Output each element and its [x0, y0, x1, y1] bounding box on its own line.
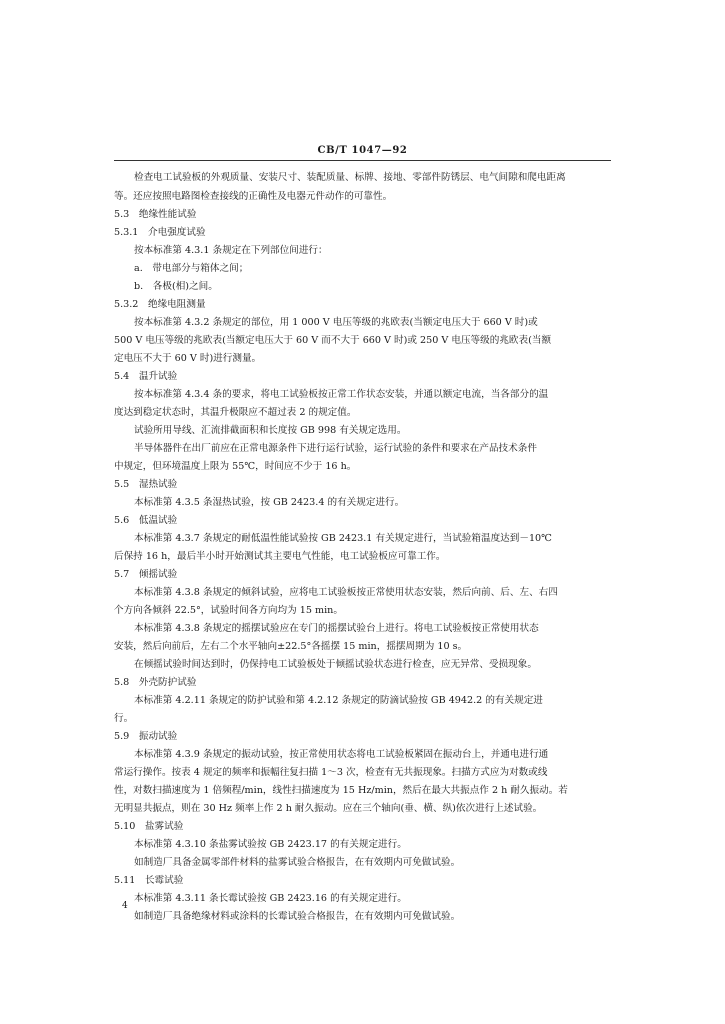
text-line: 500 V 电压等级的兆欧表(当额定电压大于 60 V 而不大于 660 V 时)或 250 V 电压等级的兆欧表(当额	[114, 335, 552, 346]
document-code-header: CB/T 1047—92	[317, 145, 408, 156]
text-line: 定电压不大于 60 V 时)进行测量。	[114, 353, 262, 364]
section-heading: 5.11 长霉试验	[114, 875, 184, 886]
section-heading: 5.3.2 绝缘电阻测量	[114, 299, 206, 310]
text-line: 行。	[114, 713, 134, 724]
section-heading: 5.6 低温试验	[114, 515, 178, 526]
text-line: 在倾摇试验时间达到时，仍保持电工试验板处于倾摇试验状态进行检查，应无异常、受损现象。	[134, 659, 537, 670]
text-line: 按本标准第 4.3.2 条规定的部位，用 1 000 V 电压等级的兆欧表(当额定电压大于 660 V 时)或	[134, 317, 538, 328]
text-line: 等。还应按照电路图检查接线的正确性及电器元件动作的可靠性。	[114, 191, 393, 202]
text-line: 常运行操作。按表 4 规定的频率和振幅往复扫描 1～3 次，检查有无共振现象。扫描方式应为对数或线	[114, 767, 548, 778]
text-line: 本标准第 4.3.9 条规定的振动试验，按正常使用状态将电工试验板紧固在振动台上，并通电进行通	[134, 749, 549, 760]
header-rule	[114, 160, 611, 161]
text-line: 本标准第 4.2.11 条规定的防护试验和第 4.2.12 条规定的防滴试验按 GB 4942.2 的有关规定进	[134, 695, 543, 706]
text-line: 后保持 16 h，最后半小时开始测试其主要电气性能，电工试验板应可靠工作。	[114, 551, 446, 562]
text-line: 中规定，但环境温度上限为 55℃，时间应不少于 16 h。	[114, 461, 357, 472]
text-line: 半导体器件在出厂前应在正常电源条件下进行运行试验，运行试验的条件和要求在产品技术条件	[134, 443, 537, 454]
section-heading: 5.8 外壳防护试验	[114, 677, 197, 688]
text-line: 试验所用导线、汇流排截面积和长度按 GB 998 有关规定选用。	[134, 425, 407, 436]
page-number: 4	[122, 901, 128, 911]
text-line: 安装，然后向前后，左右二个水平轴向±22.5°各摇摆 15 min，摇摆周期为 10 s。	[114, 641, 468, 652]
section-heading: 5.3.1 介电强度试验	[114, 227, 206, 238]
text-line: 如制造厂具备金属零部件材料的盐雾试验合格报告，在有效期内可免做试验。	[134, 857, 461, 868]
text-line: 无明显共振点，则在 30 Hz 频率上作 2 h 耐久振动。应在三个轴向(垂、横、纵)依次进行上述试验。	[114, 803, 543, 814]
text-line: 本标准第 4.3.11 条长霉试验按 GB 2423.16 的有关规定进行。	[134, 893, 407, 904]
text-line: 个方向各倾斜 22.5°，试验时间各方向均为 15 min。	[114, 605, 343, 616]
text-line: 按本标准第 4.3.4 条的要求，将电工试验板按正常工作状态安装，并通以额定电流，当各部分的温	[134, 389, 549, 400]
text-line: 度达到稳定状态时，其温升极限应不超过表 2 的规定值。	[114, 407, 357, 418]
section-heading: 5.7 倾摇试验	[114, 569, 178, 580]
text-line: 检查电工试验板的外观质量、安装尺寸、装配质量、标牌、接地、零部件防锈层、电气间隙和爬电距离	[134, 172, 566, 183]
section-heading: 5.3 绝缘性能试验	[114, 209, 197, 220]
text-line: 本标准第 4.3.8 条规定的摇摆试验应在专门的摇摆试验台上进行。将电工试验板按正常使用状态	[134, 623, 539, 634]
text-line: 按本标准第 4.3.1 条规定在下列部位间进行：	[134, 245, 328, 256]
text-line: a. 带电部分与箱体之间；	[134, 263, 249, 274]
text-line: 性，对数扫描速度为 1 倍频程/min，线性扫描速度为 15 Hz/min，然后在最大共振点作 2 h 耐久振动。若	[114, 785, 568, 796]
text-line: 本标准第 4.3.10 条盐雾试验按 GB 2423.17 的有关规定进行。	[134, 839, 407, 850]
text-line: 如制造厂具备绝缘材料或涂料的长霉试验合格报告，在有效期内可免做试验。	[134, 911, 461, 922]
section-heading: 5.4 温升试验	[114, 371, 178, 382]
text-line: 本标准第 4.3.7 条规定的耐低温性能试验按 GB 2423.1 有关规定进行，当试验箱温度达到－10℃	[134, 533, 552, 544]
text-line: 本标准第 4.3.5 条湿热试验，按 GB 2423.4 的有关规定进行。	[134, 497, 405, 508]
section-heading: 5.5 湿热试验	[114, 479, 178, 490]
section-heading: 5.10 盐雾试验	[114, 821, 184, 832]
text-line: b. 各极(相)之间。	[134, 281, 218, 292]
section-heading: 5.9 振动试验	[114, 731, 178, 742]
text-line: 本标准第 4.3.8 条规定的倾斜试验，应将电工试验板按正常使用状态安装，然后向前、后、左、右四	[134, 587, 558, 598]
